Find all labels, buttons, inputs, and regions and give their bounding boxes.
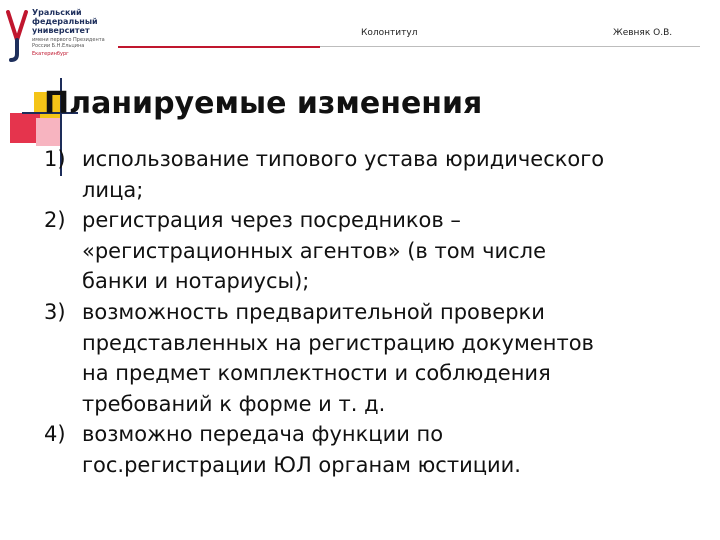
list-item-number: 4) [44,422,66,447]
logo-city: Екатеринбург [32,51,69,57]
list-item [44,144,704,205]
header-divider [320,46,700,47]
list-item-text: регистрация через посредников – «регистрационных агентов» (в том числе банки и нотариусы); [82,208,547,294]
university-logo-mark-icon [6,10,28,62]
header-author: Жевняк О.В. [613,28,673,38]
slide-title: Планируемые изменения [44,86,483,121]
university-logo [6,6,118,68]
list-item [44,297,704,419]
list-item-number: 1) [44,147,66,171]
list-item-number: 3) [44,299,66,324]
logo-university-name: Уральский федеральный университет [32,8,98,35]
list-item-text: возможно передача функции по гос.регистрации ЮЛ органам юстиции. [82,422,521,477]
logo-text [32,8,118,57]
header-center-text: Колонтитул [361,28,418,38]
decor-pink-square [36,118,62,146]
list-item-text: возможность предварительной проверки представленных на регистрацию документов на предмет комплектности и соблюдения требований к форме и т. д. [82,299,594,416]
logo-subtitle: имени первого Президента России Б.Н.Ельцина [32,37,105,49]
list-item-text: использование типового устава юридического лица; [82,147,605,202]
header-accent-rule [118,46,320,48]
list-item [44,419,704,480]
list-item-number: 2) [44,208,66,233]
list-item [44,205,704,297]
changes-list [44,144,704,481]
